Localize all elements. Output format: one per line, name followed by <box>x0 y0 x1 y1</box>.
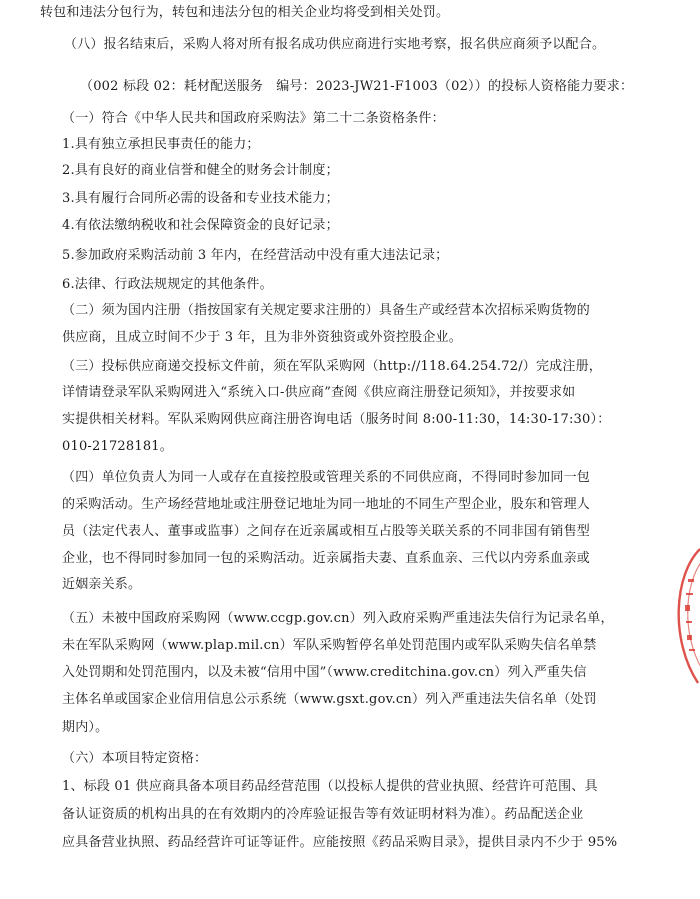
text-line-3: （002 标段 02：耗材配送服务 编号：2023-JW21-F1003（02））的投标人资格能力要求： <box>80 79 634 94</box>
text-line-22: （五）未被中国政府采购网（www.ccgp.gov.cn）列入政府采购严重违法失信行为记录名单， <box>62 611 614 626</box>
text-line-19: 员（法定代表人、董事或监事）之间存在近亲属或相互占股等关联关系的不同非国有销售型 <box>62 524 591 539</box>
text-line-24: 入处罚期和处罚范围内，以及未被“信用中国”（www.creditchina.gov.cn）列入严重失信 <box>62 665 587 680</box>
text-line-2: （八）报名结束后，采购人将对所有报名成功供应商进行实地考察，报名供应商须予以配合。 <box>64 37 606 52</box>
text-line-11: （二）须为国内注册（指按国家有关规定要求注册的）具备生产或经营本次招标采购货物的 <box>62 303 591 318</box>
text-line-18: 的采购活动。生产场经营地址或注册登记地址为同一地址的不同生产型企业，股东和管理人 <box>62 497 591 512</box>
text-line-13: （三）投标供应商递交投标文件前，须在军队采购网（http://118.64.254.72/）完成注册， <box>62 359 602 374</box>
text-line-5: 1.具有独立承担民事责任的能力； <box>62 137 260 152</box>
text-line-16: 010-21728181。 <box>62 439 173 454</box>
text-line-1: 转包和违法分包行为，转包和违法分包的相关企业均将受到相关处罚。 <box>40 5 450 20</box>
text-line-14: 详情请登录军队采购网进入“系统入口-供应商”查阅《供应商注册登记须知》，并按要求如 <box>62 385 576 400</box>
text-line-29: 备认证资质的机构出具的在有效期内的冷库验证报告等有效证明材料为准）。药品配送企业 <box>62 807 584 822</box>
text-line-8: 4.有依法缴纳税收和社会保障资金的良好记录； <box>62 218 339 233</box>
text-line-4: （一）符合《中华人民共和国政府采购法》第二十二条资格条件： <box>62 111 445 126</box>
text-line-20: 企业，也不得同时参加同一包的采购活动。近亲属指夫妻、直系血亲、三代以内旁系血亲或 <box>62 551 591 566</box>
text-line-12: 供应商，且成立时间不少于 3 年，且为非外资独资或外资控股企业。 <box>62 330 462 345</box>
text-line-27: （六）本项目特定资格： <box>62 751 208 766</box>
text-line-26: 期内）。 <box>62 720 109 735</box>
red-seal-stamp <box>664 545 700 685</box>
text-line-23: 未在军队采购网（www.plap.mil.cn）军队采购暂停名单处罚范围内或军队采购失信名单禁 <box>62 638 597 653</box>
text-line-15: 实提供相关材料。军队采购网供应商注册咨询电话（服务时间 8:00-11:30，14:30-17:30）： <box>62 412 611 427</box>
text-line-9: 5.参加政府采购活动前 3 年内，在经营活动中没有重大违法记录； <box>62 248 449 263</box>
text-line-30: 应具备营业执照、药品经营许可证等证件。应能按照《药品采购目录》，提供目录内不少于 95% <box>62 835 618 850</box>
text-line-21: 近姻亲关系。 <box>62 577 142 592</box>
text-line-7: 3.具有履行合同所必需的设备和专业技术能力； <box>62 191 339 206</box>
text-line-10: 6.法律、行政法规规定的其他条件。 <box>62 277 273 292</box>
text-line-17: （四）单位负责人为同一人或存在直接控股或管理关系的不同供应商，不得同时参加同一包 <box>62 470 591 485</box>
text-line-28: 1、标段 01 供应商具备本项目药品经营范围（以投标人提供的营业执照、经营许可范围、具 <box>62 779 598 794</box>
text-line-25: 主体名单或国家企业信用信息公示系统（www.gsxt.gov.cn）列入严重违法失信名单（处罚 <box>62 692 597 707</box>
text-line-6: 2.具有良好的商业信誉和健全的财务会计制度； <box>62 163 339 178</box>
seal-ring-inner <box>688 561 700 669</box>
